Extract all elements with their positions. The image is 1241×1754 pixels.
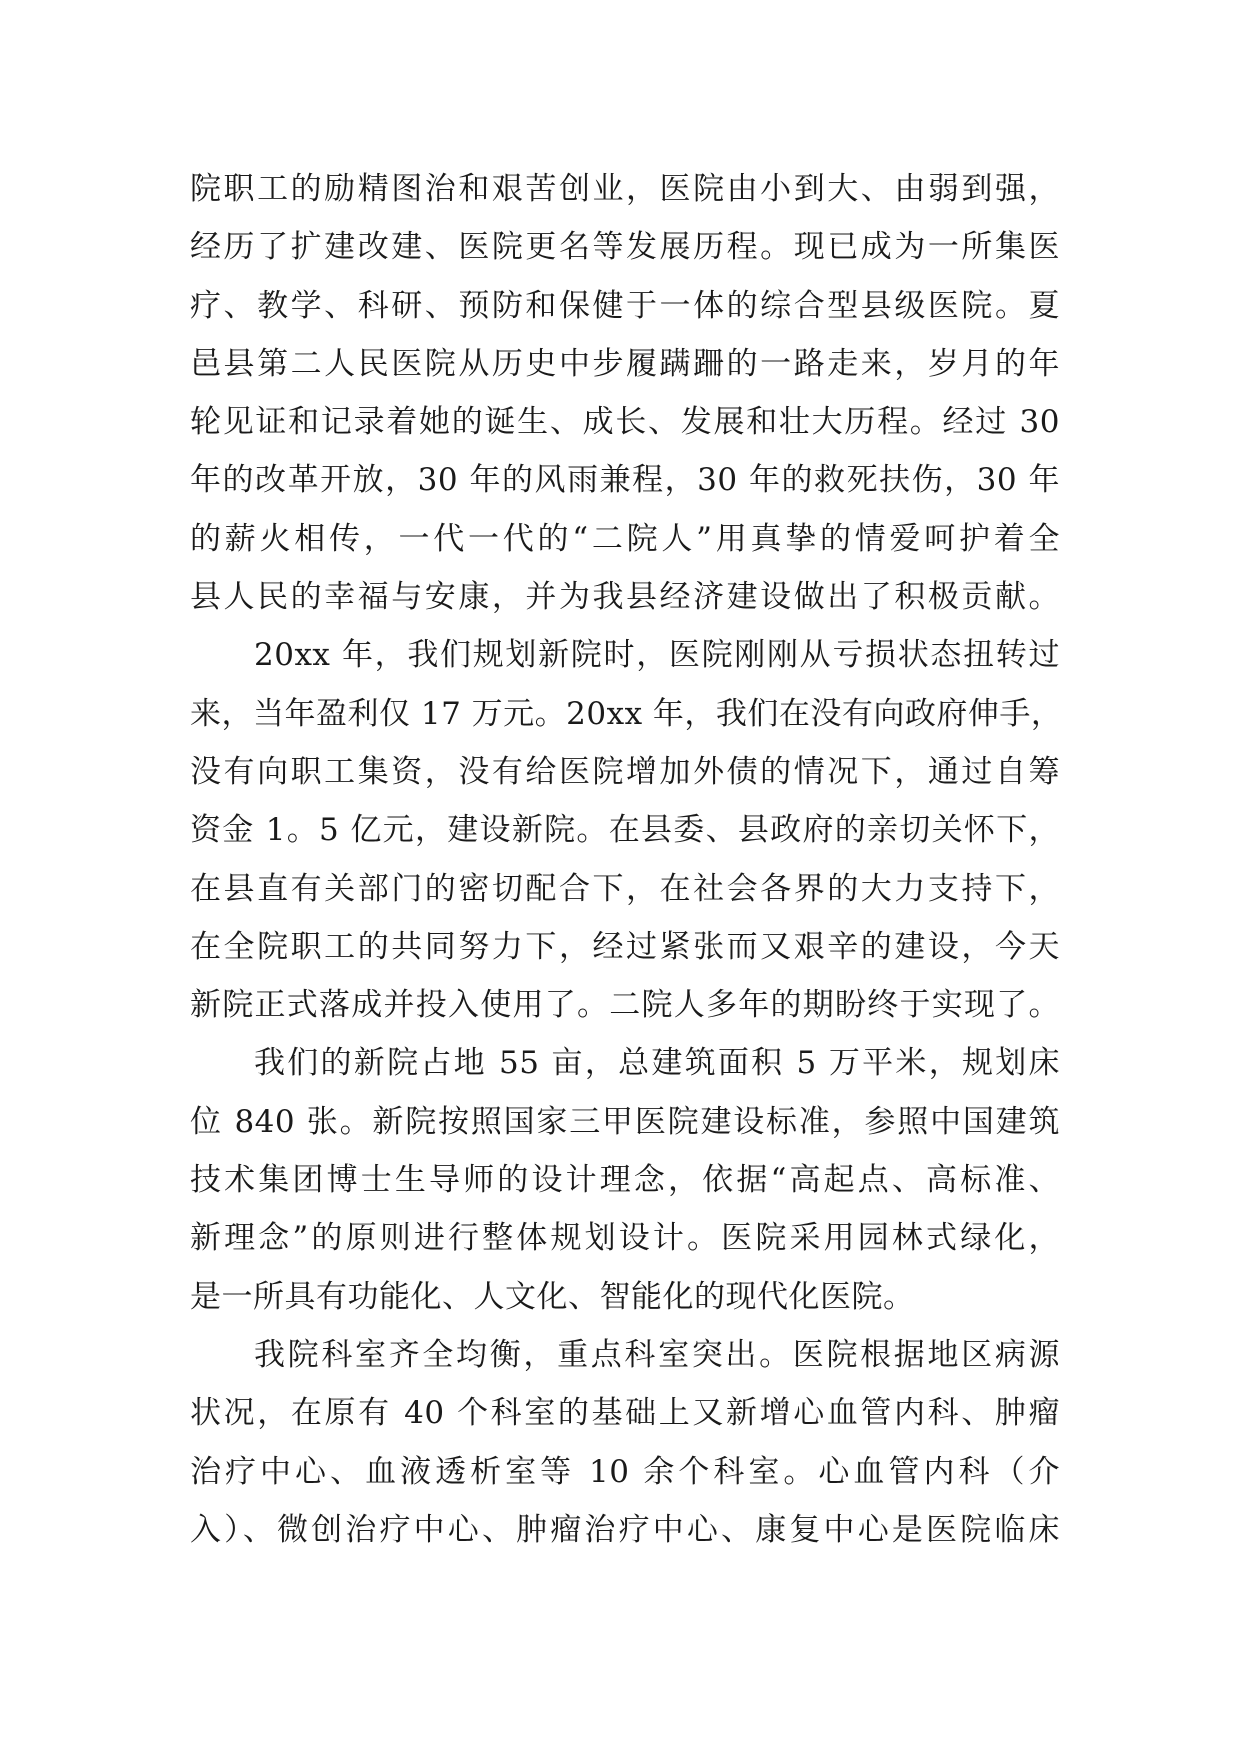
text-line: 来，当年盈利仅 17 万元。20xx 年，我们在没有向政府伸手， <box>190 695 1063 732</box>
text-line: 新院正式落成并投入使用了。二院人多年的期盼终于实现了。 <box>190 987 1060 1024</box>
text-line: 年的改革开放，30 年的风雨兼程，30 年的救死扶伤，30 年 <box>190 462 1060 499</box>
text-line: 轮见证和记录着她的诞生、成长、发展和壮大历程。经过 30 <box>190 404 1060 441</box>
text-line: 县人民的幸福与安康，并为我县经济建设做出了积极贡献。 <box>190 579 1060 616</box>
text-line: 疗、教学、科研、预防和保健于一体的综合型县级医院。夏 <box>190 287 1060 324</box>
text-line: 我们的新院占地 55 亩，总建筑面积 5 万平米，规划床 <box>254 1045 1060 1082</box>
text-line: 20xx 年，我们规划新院时，医院刚刚从亏损状态扭转过 <box>254 637 1060 674</box>
text-line: 经历了扩建改建、医院更名等发展历程。现已成为一所集医 <box>190 229 1060 266</box>
text-line: 新理念”的原则进行整体规划设计。医院采用园林式绿化， <box>190 1220 1060 1257</box>
text-line: 状况，在原有 40 个科室的基础上又新增心血管内科、肿瘤 <box>190 1395 1060 1432</box>
text-line: 入）、微创治疗中心、肿瘤治疗中心、康复中心是医院临床 <box>190 1511 1060 1548</box>
text-line: 技术集团博士生导师的设计理念，依据“高起点、高标准、 <box>190 1162 1060 1199</box>
text-line: 邑县第二人民医院从历史中步履蹒跚的一路走来，岁月的年 <box>190 345 1060 382</box>
text-line: 在全院职工的共同努力下，经过紧张而又艰辛的建设，今天 <box>190 928 1060 965</box>
text-line: 我院科室齐全均衡，重点科室突出。医院根据地区病源 <box>254 1336 1060 1373</box>
text-line: 在县直有关部门的密切配合下，在社会各界的大力支持下， <box>190 870 1060 907</box>
text-line: 资金 1。5 亿元，建设新院。在县委、县政府的亲切关怀下， <box>190 812 1060 849</box>
text-line: 没有向职工集资，没有给医院增加外债的情况下，通过自筹 <box>190 753 1060 790</box>
text-line: 的薪火相传，一代一代的“二院人”用真挚的情爱呵护着全 <box>190 520 1060 557</box>
body-text <box>190 160 1063 1559</box>
text-line: 院职工的励精图治和艰苦创业，医院由小到大、由弱到强， <box>190 171 1060 207</box>
text-line: 是一所具有功能化、人文化、智能化的现代化医院。 <box>190 1278 915 1315</box>
text-line: 治疗中心、血液透析室等 10 余个科室。心血管内科（介 <box>190 1453 1060 1490</box>
text-line: 位 840 张。新院按照国家三甲医院建设标准，参照中国建筑 <box>190 1103 1060 1140</box>
